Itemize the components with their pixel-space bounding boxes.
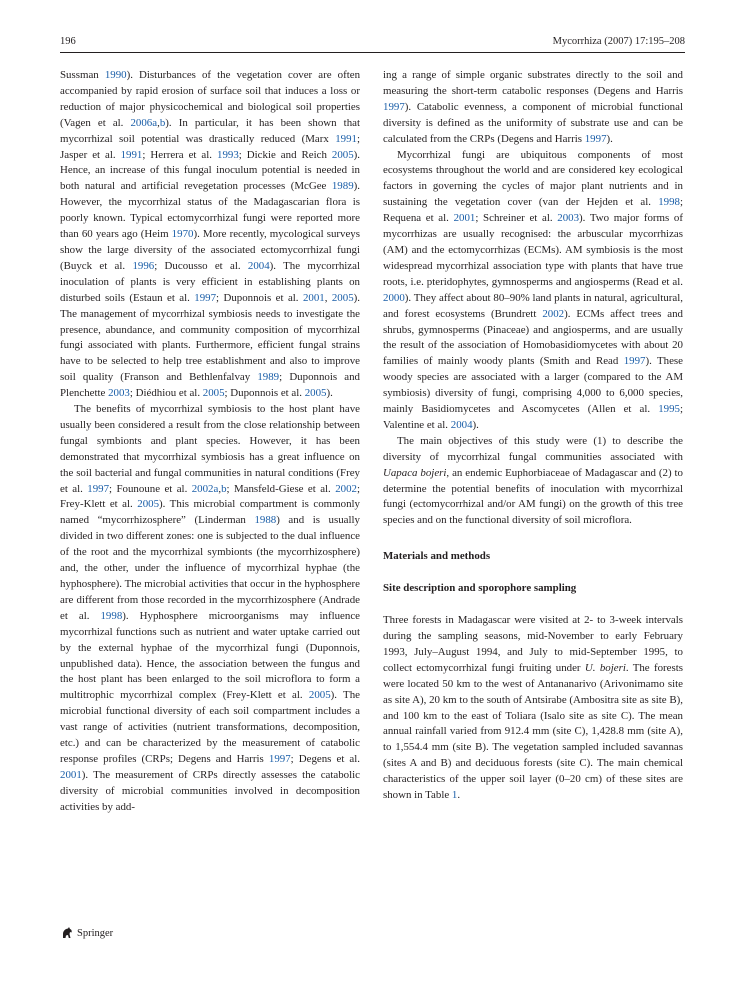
text-run: ). These woody species are associated with a larger (compared to the AM symbiosis) diversity of fungi, comprising 4,000 to 6,000 species, mainly Basidiomycetes and Ascomycetes (Allen et al. [383,355,683,416]
text-run: ; Duponnois and Plenchette [60,371,361,400]
citation-link[interactable]: 1995 [658,403,680,416]
citation-link[interactable]: 1989 [331,180,354,193]
citation-link[interactable]: 1996 [132,259,155,272]
text-run: ) and is usually divided in two different zones: one is subjected to the dual influence of the root and the mycorrhizal symbionts (the mycorrhizosphere) and, the other, under the influence of mycorrhizal hyphae (the hyphosphere). The microbial activities that occur in the hyphosphere are different from those recorded in the mycorrhizosphere (Andrade et al. [60,514,360,622]
text-run: Mycorrhizal fungi are ubiquitous components of most ecosystems throughout the world and are considered key ecological factors in governing the cycles of major plant nutrients and in sustaining the vegetation cover (van der Hejden et al. [383,148,683,209]
citation-link[interactable]: b [159,116,166,129]
text-run: ; Valentine et al. [383,403,683,431]
citation-link[interactable]: 1997 [87,482,110,495]
text-run: ). Hence, an increase of this fungal inoculum potential is needed in both natural and artificial revegetation processes (McGee [60,148,361,193]
citation-link[interactable]: 2000 [383,291,405,304]
citation-link[interactable]: 1988 [254,514,277,527]
text-run: ). The mycorrhizal inoculation of plants is very efficient in establishing plants on disturbed soils (Estaun et al. [60,259,360,304]
text-run: , an endemic Euphorbiaceae of Madagascar and (2) to determine the potential benefits of inoculation with mycorrhizal fungi (ectomycorrhizal and/or AM fungi) on the growth of this tree species and on the functional diversity of soil microflora. [383,466,683,527]
citation-link[interactable]: 1997 [623,355,646,368]
text-run: ). The measurement of CRPs directly assesses the catabolic diversity of microbial communities involved in decomposition activities by add- [60,768,360,813]
text-run: . The forests were located 50 km to the west of Antananarivo (Arivonimamo site as site A), 20 km to the south of Antsirabe (Ambositra site as site B), and 100 km to the east of Toliara (Isalo site as site C). The mean annual rainfall varied from 912.4 mm (site C), 1,428.8 mm (site A), to 1,554.4 mm (site B). The vegetation sampled included savannas (sites A and B) and deciduous forests (site C). The main chemical characteristics of the upper soil layer (0–20 cm) of these sites are shown in Table [383,661,684,802]
text-run: ). More recently, mycological surveys show the large diversity of the associated ectomycorrhizal fungi (Buyck et al. [60,228,360,272]
paragraph-ecm-status [60,68,360,402]
paragraph-site-description [383,613,683,804]
text-run: ; Dickie and Reich [238,148,332,161]
citation-link[interactable]: 2002 [335,482,357,495]
text-run: ; Founoune et al. [109,482,192,495]
text-run: ). This microbial compartment is commonly named “mycorrhizosphere” (Linderman [60,498,360,527]
citation-link[interactable]: 2005 [331,291,354,304]
springer-horse-icon [60,926,74,940]
text-run: ). The management of mycorrhizal symbiosis needs to investigate the presence, abundance, and community composition of mycorrhizal fungi associated with plants. Furthermore, efficient fungal strains have to be selected to help tree establishment and also to improve soil quality (Franson and Bethlenfalvay [60,291,360,384]
text-run: ). Catabolic evenness, a component of microbial functional diversity is defined as the uniformity of substrate use and can be calculated from the CRPs (Degens and Harris [383,100,683,145]
text-run: ing a range of simple organic substrates directly to the soil and measuring the short-term catabolic responses (Degens and Harris [383,69,683,97]
text-run: ). ECMs affect trees and shrubs, gymnosperms (Pinaceae) and angiosperms, and are usually the result of the association of Homobasidiomycetes with about 20 families of mainly woody plants (Smith and Read [383,307,683,368]
text-run: ; Herrera et al. [142,148,217,161]
citation-link[interactable]: b [221,482,227,495]
species-name: Uapaca bojeri [383,466,447,479]
citation-link[interactable]: 2003 [108,387,130,400]
text-run: ). In particular, it has been shown that mycorrhizal soil potential was drastically reduced (Marx [60,116,361,145]
citation-link[interactable]: 2001 [453,212,476,225]
text-run: , [157,116,160,129]
text-run: ; Duponnois et al. [224,387,305,400]
text-run: ). However, the mycorrhizal status of the Madagascarian flora is poorly known. Typical ectomycorrhizal fungi were reported more than 60 years ago (Heim [60,180,360,241]
text-run: ). Hyphosphere microorganisms may influence mycorrhizal functions such as nutrient and water uptake carried out by the external hyphae of the mycorrhizal fungi (Duponnois, unpublished data). Hence, the association between the fungus and the host plant has been enlarged to the soil microflora to form a multitrophic mycorrhizal complex (Frey-Klett et al. [60,609,360,702]
text-run: ). Disturbances of the vegetation cover are often accompanied by rapid erosion of surface soil that induces a loss or reduction of major physicochemical and biological soil properties (Vagen et al. [60,69,361,129]
right-column [383,68,683,804]
text-run: , [218,482,222,495]
text-run: ; Mansfeld-Giese et al. [226,482,336,495]
text-run: . [457,789,461,802]
citation-link[interactable]: 1998 [658,196,680,209]
text-run: ). Two major forms of mycorrhizas are usually recognised: the arbuscular mycorrhizas (AM) and the ectomycorrhizas (ECMs). AM symbiosis is the most widespread mycorrhizal association type with plants that have true roots, i.e. pteridophytes, gymnosperms and angiosperms (Read et al. [383,212,683,288]
subsection-heading: Site description and sporophore sampling [383,582,577,595]
citation-link[interactable]: 2005 [308,689,331,702]
text-run: ; Jasper et al. [60,132,360,161]
citation-link[interactable]: 2005 [331,148,354,161]
footer [60,925,113,941]
text-run: ; Diédhiou et al. [129,387,203,400]
text-run: Sussman [60,69,105,81]
text-run: Three forests in Madagascar were visited at 2- to 3-week intervals during the sampling seasons, mid-November to early February 1993, July–August 1994, and July to mid-September 1995, to collect ectomycorrhizal fungi fruiting under [383,614,683,674]
citation-link[interactable]: 2003 [557,212,580,225]
running-header [60,36,685,50]
citation-link[interactable]: 2005 [202,387,225,400]
text-run: ). [326,387,333,400]
citation-link[interactable]: 2001 [60,768,82,781]
section-heading: Materials and methods [383,550,491,563]
text-run: ). The microbial functional diversity of each soil compartment includes a vast range of activities (nutrient transformations, decomposition, etc.) and can be characterized by the measurement of catabolic response profiles (CRPs; Degens and Harris [60,689,360,765]
citation-link[interactable]: 1997 [268,752,291,765]
citation-link[interactable]: 2001 [302,291,325,304]
citation-link[interactable]: 1991 [120,148,143,161]
text-run: ). [472,418,479,431]
paragraph-objectives [383,434,683,529]
citation-link[interactable]: 2002 [542,307,565,320]
citation-link[interactable]: 2004 [450,418,473,431]
citation-link[interactable]: 1989 [257,371,280,384]
text-run: ; Ducousso et al. [154,259,248,272]
page-number: 196 [60,36,76,47]
citation-link[interactable]: 2004 [247,259,270,272]
text-run: ; Frey-Klett et al. [60,482,361,511]
citation-link[interactable]: 2005 [304,387,327,400]
species-name: U. bojeri [584,661,626,674]
text-run: The main objectives of this study were (1) to describe the diversity of mycorrhizal fungal communities associated with [383,434,683,463]
text-run: The benefits of mycorrhizal symbiosis to the host plant have usually been considered a result from the close relationship between fungal symbionts and plant species. However, it has been demonstrated that mycorrhizal symbiosis has a great influence on the soil bacterial and fungal communities in natural conditions (Frey et al. [60,403,360,495]
paragraph-mycorrhizosphere [60,402,360,816]
citation-link[interactable]: 1997 [194,291,217,304]
text-run: ). [606,132,613,145]
journal-reference: Mycorrhiza (2007) 17:195–208 [552,36,685,47]
citation-link[interactable]: 1993 [217,148,239,161]
citation-link[interactable]: 1970 [171,228,194,241]
paragraph-mycorrhizal-fungi [383,148,683,434]
citation-link[interactable]: 1990 [104,69,127,81]
left-column [60,68,360,816]
citation-link[interactable]: 1998 [100,609,123,622]
text-run: ; Schreiner et al. [475,212,558,225]
text-run: ). They affect about 80–90% land plants in natural, agricultural, and forest ecosystems (Brundrett [383,291,683,320]
publisher-name: Springer [77,927,114,939]
paragraph-catabolic-evenness [383,68,683,148]
citation-link[interactable]: 2002a [191,482,219,495]
citation-link[interactable]: 1997 [584,132,607,145]
header-rule [60,52,685,53]
citation-link[interactable]: 2006a [130,116,158,129]
citation-link[interactable]: 1 [451,789,458,802]
text-run: ; Degens et al. [290,752,360,765]
citation-link[interactable]: 2005 [137,498,160,511]
citation-link[interactable]: 1991 [335,132,357,145]
text-run: ; Duponnois et al. [216,291,303,304]
citation-link[interactable]: 1997 [383,100,405,113]
text-run: ; Requena et al. [383,196,683,225]
text-run: , [324,291,332,304]
